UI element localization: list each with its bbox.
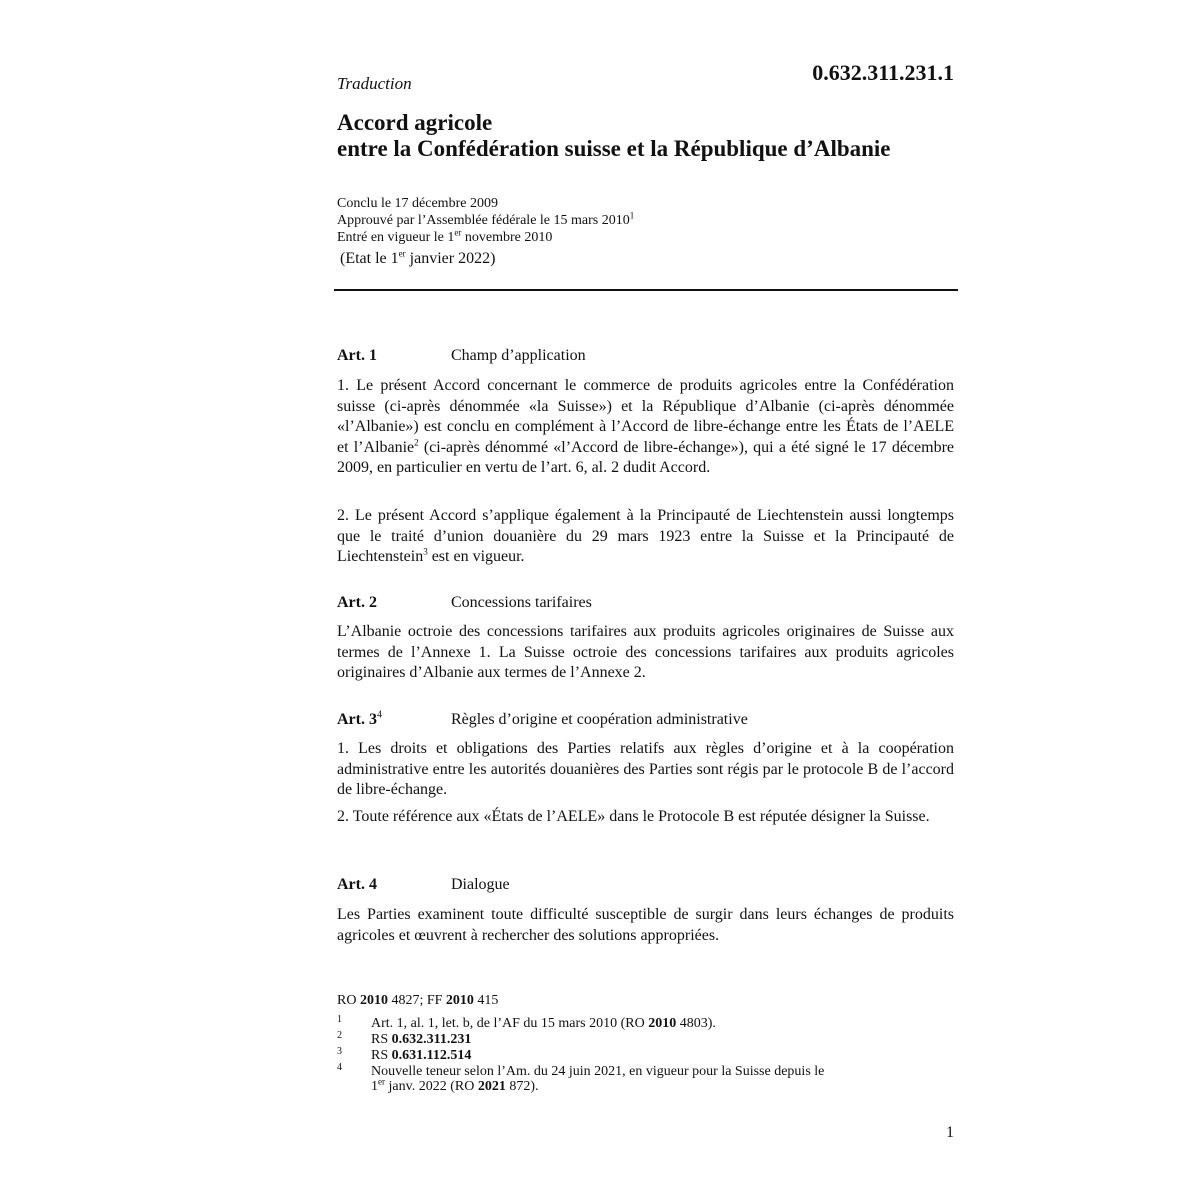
document-title — [337, 110, 977, 162]
footnote-3: 3 RS 0.631.112.514 — [337, 1046, 472, 1063]
article-2-heading — [337, 594, 958, 612]
footnote-2: 2 RS 0.632.311.231 — [337, 1030, 472, 1047]
state-date: (Etat le 1er janvier 2022) — [340, 248, 496, 267]
concluded-date: Conclu le 17 décembre 2009 — [337, 196, 498, 211]
title-line-2: entre la Confédération suisse et la République d’Albanie — [337, 136, 891, 161]
article-3-number: Art. $3^4$ — [337, 709, 382, 728]
header-divider — [334, 289, 958, 291]
document-page — [337, 0, 958, 1200]
article-2-number: Art. 2 — [337, 594, 377, 611]
article-4-heading — [337, 876, 958, 894]
article-1-paragraph-1: 1. Le présent Accord concernant le commerce de produits agricoles entre la Confédération suisse (ci-après dénommée «la Suisse») et la République d’Albanie (ci-après dénommée «l’Albanie») est conclu en complément à l’Accord de libre-échange entre les États de l’AELE et l’Albanie$^2$ (ci-après dénommé «l’Accord de libre-échange»), qui a été signé le 17 décembre 2009, en particulier en vertu de l’art. 6, al. 2 dudit Accord. — [337, 377, 954, 476]
article-1-paragraph-2: 2. Le présent Accord s’applique également à la Principauté de Liechtenstein aussi longtemps que le traité d’union douanière du 29 mars 1923 entre la Suisse et la Principauté de Liechtenstein$^3$ est en vigueur. — [337, 507, 954, 565]
document-number: 0.632.311.231.1 — [812, 60, 954, 85]
entry-into-force: Entré en vigueur le 1er novembre 2010 — [337, 227, 553, 245]
source-reference: RO 2010 4827; FF 2010 415 — [337, 993, 499, 1008]
article-2-title: Concessions tarifaires — [451, 594, 592, 611]
footnote-4: 4 Nouvelle teneur selon l’Am. du 24 juin 2021, en vigueur pour la Suisse depuis le 1er janv. 2022 (RO 2021 872). — [337, 1062, 825, 1094]
translation-label: Traduction — [337, 74, 412, 93]
document-meta — [337, 195, 634, 246]
article-3-title: Règles d’origine et coopération administrative — [451, 711, 748, 728]
article-3-paragraph-2: 2. Toute référence aux «États de l’AELE» dans le Protocole B est réputée désigner la Suisse. — [337, 808, 930, 825]
title-line-1: Accord agricole — [337, 110, 493, 135]
footnote-ref-4[interactable]: 4 — [376, 709, 382, 721]
article-4-title: Dialogue — [451, 876, 510, 893]
footnote-ref-1[interactable]: 1 — [629, 210, 635, 221]
article-4-paragraph-1: Les Parties examinent toute difficulté susceptible de surgir dans leurs échanges de produits agricoles et œuvrent à rechercher des solutions appropriées. — [337, 906, 954, 944]
approved-date: Approuvé par l’Assemblée fédérale le 15 mars 2010$^1$ — [337, 210, 635, 228]
footnote-1: 1 Art. 1, al. 1, let. b, de l’AF du 15 mars 2010 (RO 2010 4803). — [337, 1014, 716, 1031]
article-2-paragraph-1: L’Albanie octroie des concessions tarifaires aux produits agricoles originaires de Suisse aux termes de l’Annexe 1. La Suisse octroie des concessions tarifaires aux produits agricoles originaires d’Albanie aux termes de l’Annexe 2. — [337, 623, 954, 681]
article-1-heading — [337, 347, 958, 365]
article-4-number: Art. 4 — [337, 876, 377, 893]
article-3-paragraph-1: 1. Les droits et obligations des Parties relatifs aux règles d’origine et à la coopération administrative entre les autorités douanières des Parties sont régis par le protocole B de l’accord de libre-échange. — [337, 740, 954, 798]
footnote-ref-2[interactable]: 2 — [414, 437, 419, 448]
page-number: 1 — [946, 1124, 954, 1141]
article-1-number: Art. 1 — [337, 347, 377, 364]
article-1-title: Champ d’application — [451, 347, 586, 364]
footnote-ref-3[interactable]: 3 — [423, 546, 428, 557]
article-3-heading — [337, 711, 958, 729]
